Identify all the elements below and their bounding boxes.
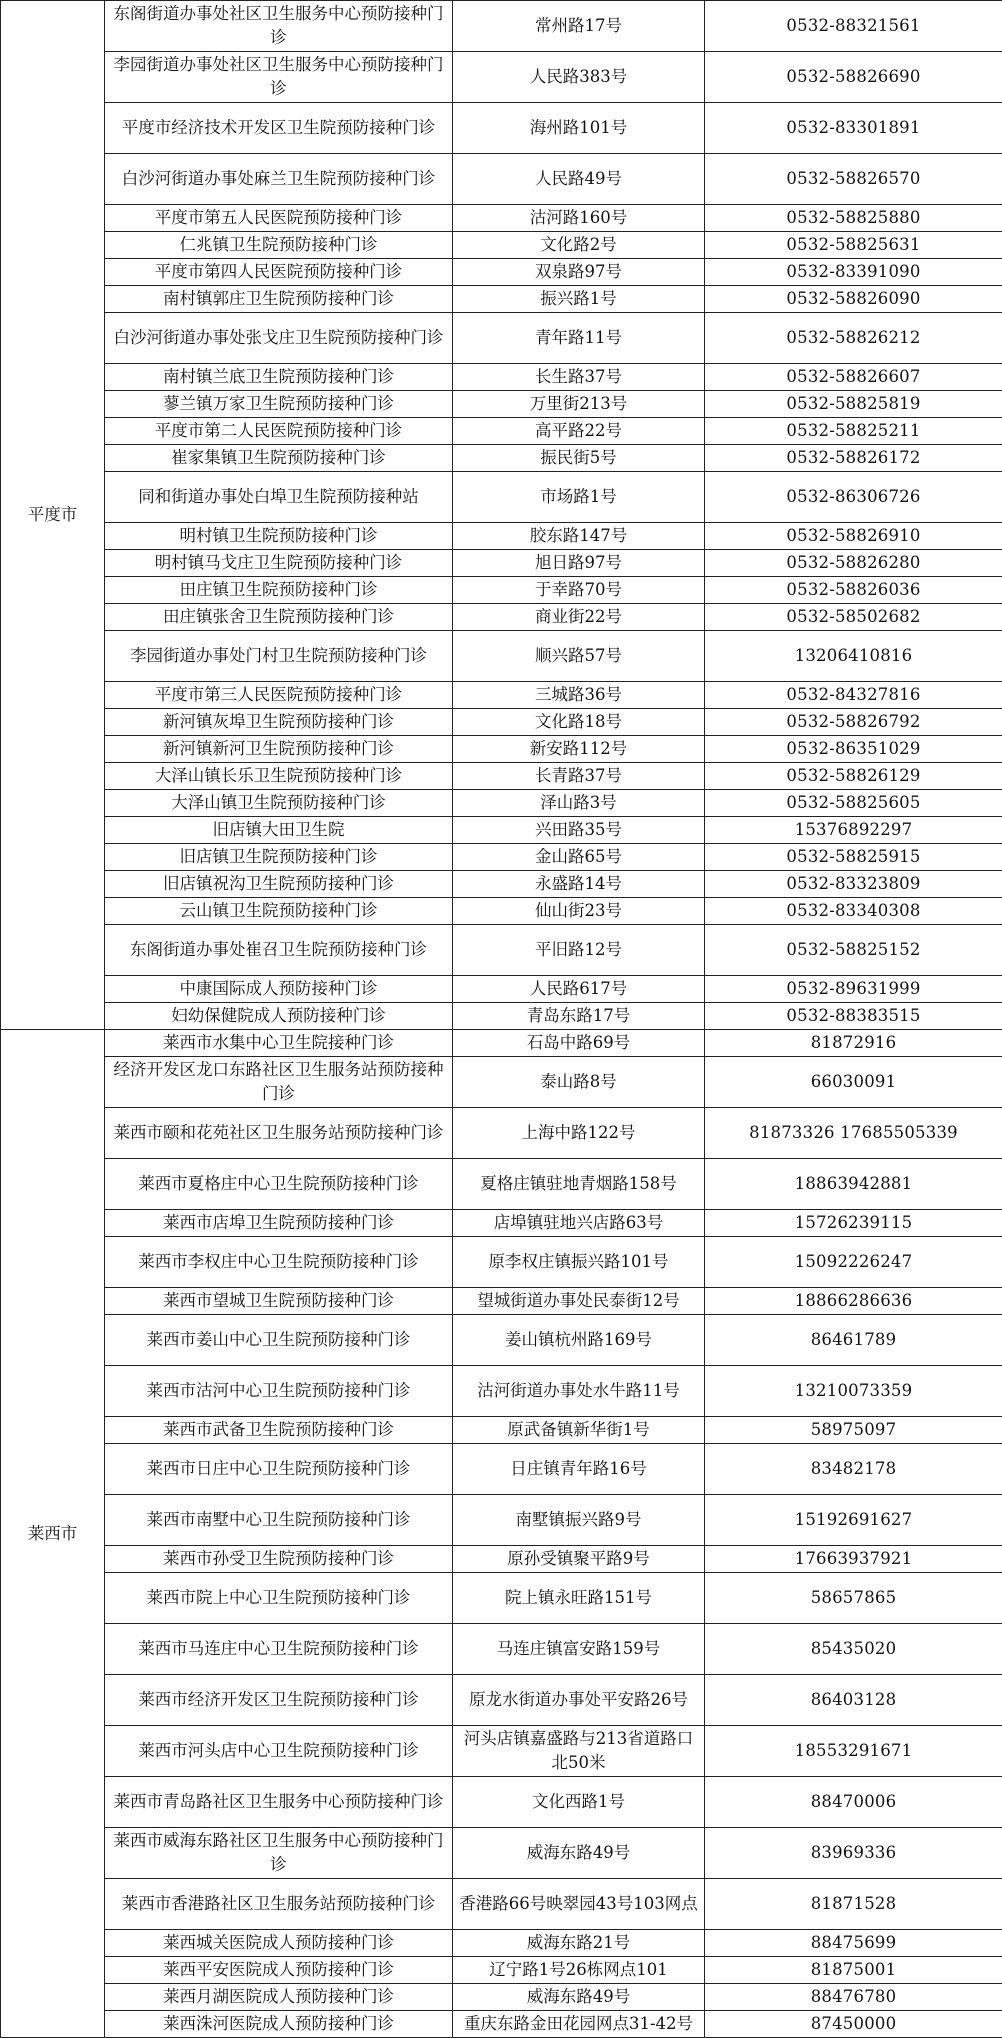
table-row xyxy=(1,232,1002,259)
clinic-name-cell: 莱西市院上中心卫生院预防接种门诊 xyxy=(105,1573,453,1624)
clinic-name-cell: 莱西市颐和花苑社区卫生服务站预防接种门诊 xyxy=(105,1108,453,1159)
phone-cell: 83969336 xyxy=(705,1828,1002,1879)
clinic-name-cell: 莱西市武备卫生院预防接种门诊 xyxy=(105,1417,453,1444)
phone-cell: 0532-89631999 xyxy=(705,976,1002,1003)
clinic-name-cell: 莱西月湖医院成人预防接种门诊 xyxy=(105,1984,453,2011)
clinic-name-cell: 平度市经济技术开发区卫生院预防接种门诊 xyxy=(105,103,453,154)
phone-cell: 66030091 xyxy=(705,1057,1002,1108)
phone-cell: 88476780 xyxy=(705,1984,1002,2011)
table-row xyxy=(1,1930,1002,1957)
address-cell: 青岛东路17号 xyxy=(453,1003,705,1030)
clinic-name-cell: 莱西洙河医院成人预防接种门诊 xyxy=(105,2011,453,2038)
table-body xyxy=(1,1,1002,2038)
clinic-name-cell: 蓼兰镇万家卫生院预防接种门诊 xyxy=(105,391,453,418)
table-row xyxy=(1,1417,1002,1444)
clinic-name-cell: 南村镇郭庄卫生院预防接种门诊 xyxy=(105,286,453,313)
address-cell: 人民路49号 xyxy=(453,154,705,205)
table-row xyxy=(1,709,1002,736)
address-cell: 双泉路97号 xyxy=(453,259,705,286)
table-row xyxy=(1,1573,1002,1624)
clinic-name-cell: 莱西市经济开发区卫生院预防接种门诊 xyxy=(105,1675,453,1726)
table-row xyxy=(1,976,1002,1003)
clinic-name-cell: 莱西市香港路社区卫生服务站预防接种门诊 xyxy=(105,1879,453,1930)
table-row xyxy=(1,103,1002,154)
clinic-name-cell: 莱西市威海东路社区卫生服务中心预防接种门诊 xyxy=(105,1828,453,1879)
clinic-name-cell: 东阁街道办事处社区卫生服务中心预防接种门诊 xyxy=(105,1,453,52)
table-row xyxy=(1,763,1002,790)
address-cell: 市场路1号 xyxy=(453,472,705,523)
address-cell: 人民路617号 xyxy=(453,976,705,1003)
address-cell: 河头店镇嘉盛路与213省道路口北50米 xyxy=(453,1726,705,1777)
clinic-name-cell: 莱西市水集中心卫生院接种门诊 xyxy=(105,1030,453,1057)
address-cell: 院上镇永旺路151号 xyxy=(453,1573,705,1624)
phone-cell: 0532-86306726 xyxy=(705,472,1002,523)
phone-cell: 18863942881 xyxy=(705,1159,1002,1210)
address-cell: 石岛中路69号 xyxy=(453,1030,705,1057)
clinic-name-cell: 明村镇马戈庄卫生院预防接种门诊 xyxy=(105,550,453,577)
phone-cell: 0532-58826036 xyxy=(705,577,1002,604)
clinic-name-cell: 莱西市孙受卫生院预防接种门诊 xyxy=(105,1546,453,1573)
table-row xyxy=(1,604,1002,631)
table-row xyxy=(1,1444,1002,1495)
clinic-name-cell: 莱西市姜山中心卫生院预防接种门诊 xyxy=(105,1315,453,1366)
phone-cell: 86461789 xyxy=(705,1315,1002,1366)
clinic-name-cell: 大泽山镇长乐卫生院预防接种门诊 xyxy=(105,763,453,790)
table-row xyxy=(1,736,1002,763)
phone-cell: 0532-58825915 xyxy=(705,844,1002,871)
address-cell: 原武备镇新华街1号 xyxy=(453,1417,705,1444)
clinic-name-cell: 田庄镇张舍卫生院预防接种门诊 xyxy=(105,604,453,631)
phone-cell: 0532-84327816 xyxy=(705,682,1002,709)
clinic-name-cell: 莱西城关医院成人预防接种门诊 xyxy=(105,1930,453,1957)
table-row xyxy=(1,817,1002,844)
phone-cell: 18866286636 xyxy=(705,1288,1002,1315)
address-cell: 长青路37号 xyxy=(453,763,705,790)
phone-cell: 0532-58826570 xyxy=(705,154,1002,205)
phone-cell: 0532-58825211 xyxy=(705,418,1002,445)
phone-cell: 0532-58826607 xyxy=(705,364,1002,391)
table-row xyxy=(1,154,1002,205)
phone-cell: 86403128 xyxy=(705,1675,1002,1726)
clinic-name-cell: 平度市第三人民医院预防接种门诊 xyxy=(105,682,453,709)
table-row xyxy=(1,1030,1002,1057)
phone-cell: 0532-58826129 xyxy=(705,763,1002,790)
clinic-name-cell: 莱西市南墅中心卫生院预防接种门诊 xyxy=(105,1495,453,1546)
table-row xyxy=(1,1726,1002,1777)
phone-cell: 81875001 xyxy=(705,1957,1002,1984)
clinic-name-cell: 田庄镇卫生院预防接种门诊 xyxy=(105,577,453,604)
phone-cell: 83482178 xyxy=(705,1444,1002,1495)
table-row xyxy=(1,1777,1002,1828)
phone-cell: 15192691627 xyxy=(705,1495,1002,1546)
clinic-name-cell: 新河镇灰埠卫生院预防接种门诊 xyxy=(105,709,453,736)
phone-cell: 0532-86351029 xyxy=(705,736,1002,763)
address-cell: 泽山路3号 xyxy=(453,790,705,817)
clinic-name-cell: 崔家集镇卫生院预防接种门诊 xyxy=(105,445,453,472)
clinic-name-cell: 李园街道办事处门村卫生院预防接种门诊 xyxy=(105,631,453,682)
phone-cell: 0532-58826690 xyxy=(705,52,1002,103)
clinic-name-cell: 南村镇兰底卫生院预防接种门诊 xyxy=(105,364,453,391)
phone-cell: 85435020 xyxy=(705,1624,1002,1675)
address-cell: 南墅镇振兴路9号 xyxy=(453,1495,705,1546)
address-cell: 高平路22号 xyxy=(453,418,705,445)
city-cell: 莱西市 xyxy=(1,1030,105,2038)
table-row xyxy=(1,1108,1002,1159)
table-row xyxy=(1,364,1002,391)
clinic-name-cell: 莱西市河头店中心卫生院预防接种门诊 xyxy=(105,1726,453,1777)
address-cell: 重庆东路金田花园网点31-42号 xyxy=(453,2011,705,2038)
table-row xyxy=(1,631,1002,682)
phone-cell: 81872916 xyxy=(705,1030,1002,1057)
clinic-name-cell: 东阁街道办事处崔召卫生院预防接种门诊 xyxy=(105,925,453,976)
phone-cell: 58975097 xyxy=(705,1417,1002,1444)
address-cell: 平旧路12号 xyxy=(453,925,705,976)
table-row xyxy=(1,925,1002,976)
table-row xyxy=(1,844,1002,871)
clinic-name-cell: 莱西市日庄中心卫生院预防接种门诊 xyxy=(105,1444,453,1495)
address-cell: 长生路37号 xyxy=(453,364,705,391)
table-row xyxy=(1,898,1002,925)
table-row xyxy=(1,682,1002,709)
address-cell: 顺兴路57号 xyxy=(453,631,705,682)
clinic-name-cell: 经济开发区龙口东路社区卫生服务站预防接种门诊 xyxy=(105,1057,453,1108)
phone-cell: 0532-58826792 xyxy=(705,709,1002,736)
phone-cell: 87450000 xyxy=(705,2011,1002,2038)
clinic-name-cell: 平度市第二人民医院预防接种门诊 xyxy=(105,418,453,445)
address-cell: 望城街道办事处民泰街12号 xyxy=(453,1288,705,1315)
clinic-name-cell: 新河镇新河卫生院预防接种门诊 xyxy=(105,736,453,763)
phone-cell: 15376892297 xyxy=(705,817,1002,844)
table-row xyxy=(1,1495,1002,1546)
table-row xyxy=(1,445,1002,472)
clinic-name-cell: 平度市第五人民医院预防接种门诊 xyxy=(105,205,453,232)
table-row xyxy=(1,871,1002,898)
phone-cell: 0532-58825605 xyxy=(705,790,1002,817)
phone-cell: 0532-83301891 xyxy=(705,103,1002,154)
address-cell: 上海中路122号 xyxy=(453,1108,705,1159)
address-cell: 振民街5号 xyxy=(453,445,705,472)
table-row xyxy=(1,1,1002,52)
address-cell: 原孙受镇聚平路9号 xyxy=(453,1546,705,1573)
address-cell: 原李权庄镇振兴路101号 xyxy=(453,1237,705,1288)
clinic-name-cell: 李园街道办事处社区卫生服务中心预防接种门诊 xyxy=(105,52,453,103)
phone-cell: 0532-58826280 xyxy=(705,550,1002,577)
clinic-name-cell: 中康国际成人预防接种门诊 xyxy=(105,976,453,1003)
address-cell: 青年路11号 xyxy=(453,313,705,364)
table-row xyxy=(1,418,1002,445)
phone-cell: 88470006 xyxy=(705,1777,1002,1828)
clinic-name-cell: 白沙河街道办事处麻兰卫生院预防接种门诊 xyxy=(105,154,453,205)
address-cell: 威海东路49号 xyxy=(453,1828,705,1879)
address-cell: 香港路66号映翠园43号103网点 xyxy=(453,1879,705,1930)
clinic-name-cell: 莱西市店埠卫生院预防接种门诊 xyxy=(105,1210,453,1237)
table-row xyxy=(1,391,1002,418)
address-cell: 三城路36号 xyxy=(453,682,705,709)
table-row xyxy=(1,259,1002,286)
address-cell: 夏格庄镇驻地青烟路158号 xyxy=(453,1159,705,1210)
address-cell: 原龙水街道办事处平安路26号 xyxy=(453,1675,705,1726)
address-cell: 人民路383号 xyxy=(453,52,705,103)
table-row xyxy=(1,1366,1002,1417)
address-cell: 兴田路35号 xyxy=(453,817,705,844)
phone-cell: 0532-58825631 xyxy=(705,232,1002,259)
phone-cell: 0532-58502682 xyxy=(705,604,1002,631)
phone-cell: 0532-58826910 xyxy=(705,523,1002,550)
clinic-name-cell: 莱西平安医院成人预防接种门诊 xyxy=(105,1957,453,1984)
address-cell: 威海东路49号 xyxy=(453,1984,705,2011)
table-row xyxy=(1,790,1002,817)
phone-cell: 0532-58826212 xyxy=(705,313,1002,364)
table-row xyxy=(1,1159,1002,1210)
table-row xyxy=(1,1675,1002,1726)
clinic-name-cell: 莱西市李权庄中心卫生院预防接种门诊 xyxy=(105,1237,453,1288)
table-row xyxy=(1,286,1002,313)
address-cell: 泰山路8号 xyxy=(453,1057,705,1108)
table-row xyxy=(1,1210,1002,1237)
phone-cell: 81873326 17685505339 xyxy=(705,1108,1002,1159)
city-cell: 平度市 xyxy=(1,1,105,1030)
address-cell: 文化路18号 xyxy=(453,709,705,736)
clinic-name-cell: 莱西市沽河中心卫生院预防接种门诊 xyxy=(105,1366,453,1417)
table-row xyxy=(1,1828,1002,1879)
clinic-name-cell: 旧店镇卫生院预防接种门诊 xyxy=(105,844,453,871)
address-cell: 新安路112号 xyxy=(453,736,705,763)
phone-cell: 0532-83340308 xyxy=(705,898,1002,925)
clinic-name-cell: 仁兆镇卫生院预防接种门诊 xyxy=(105,232,453,259)
clinic-name-cell: 云山镇卫生院预防接种门诊 xyxy=(105,898,453,925)
clinic-name-cell: 旧店镇大田卫生院 xyxy=(105,817,453,844)
address-cell: 仙山街23号 xyxy=(453,898,705,925)
phone-cell: 0532-88383515 xyxy=(705,1003,1002,1030)
phone-cell: 17663937921 xyxy=(705,1546,1002,1573)
address-cell: 旭日路97号 xyxy=(453,550,705,577)
table-row xyxy=(1,523,1002,550)
table-row xyxy=(1,472,1002,523)
table-row xyxy=(1,1879,1002,1930)
address-cell: 日庄镇青年路16号 xyxy=(453,1444,705,1495)
phone-cell: 15726239115 xyxy=(705,1210,1002,1237)
address-cell: 威海东路21号 xyxy=(453,1930,705,1957)
phone-cell: 0532-58825152 xyxy=(705,925,1002,976)
phone-cell: 15092226247 xyxy=(705,1237,1002,1288)
phone-cell: 88475699 xyxy=(705,1930,1002,1957)
address-cell: 于幸路70号 xyxy=(453,577,705,604)
phone-cell: 0532-58826172 xyxy=(705,445,1002,472)
table-row xyxy=(1,550,1002,577)
table-row xyxy=(1,1957,1002,1984)
phone-cell: 0532-58825880 xyxy=(705,205,1002,232)
clinic-name-cell: 白沙河街道办事处张戈庄卫生院预防接种门诊 xyxy=(105,313,453,364)
table-row xyxy=(1,1237,1002,1288)
clinic-name-cell: 旧店镇祝沟卫生院预防接种门诊 xyxy=(105,871,453,898)
clinic-name-cell: 妇幼保健院成人预防接种门诊 xyxy=(105,1003,453,1030)
table-row xyxy=(1,1288,1002,1315)
table-row xyxy=(1,205,1002,232)
address-cell: 辽宁路1号26栋网点101 xyxy=(453,1957,705,1984)
address-cell: 姜山镇杭州路169号 xyxy=(453,1315,705,1366)
table-row xyxy=(1,577,1002,604)
address-cell: 文化路2号 xyxy=(453,232,705,259)
clinic-name-cell: 莱西市夏格庄中心卫生院预防接种门诊 xyxy=(105,1159,453,1210)
clinic-name-cell: 同和街道办事处白埠卫生院预防接种站 xyxy=(105,472,453,523)
address-cell: 海州路101号 xyxy=(453,103,705,154)
table-row xyxy=(1,1003,1002,1030)
clinic-name-cell: 大泽山镇卫生院预防接种门诊 xyxy=(105,790,453,817)
table-row xyxy=(1,1546,1002,1573)
address-cell: 万里街213号 xyxy=(453,391,705,418)
table-row xyxy=(1,1984,1002,2011)
phone-cell: 13210073359 xyxy=(705,1366,1002,1417)
phone-cell: 18553291671 xyxy=(705,1726,1002,1777)
address-cell: 金山路65号 xyxy=(453,844,705,871)
table-row xyxy=(1,52,1002,103)
phone-cell: 58657865 xyxy=(705,1573,1002,1624)
address-cell: 马连庄镇富安路159号 xyxy=(453,1624,705,1675)
clinic-name-cell: 莱西市青岛路社区卫生服务中心预防接种门诊 xyxy=(105,1777,453,1828)
phone-cell: 81871528 xyxy=(705,1879,1002,1930)
phone-cell: 13206410816 xyxy=(705,631,1002,682)
address-cell: 商业街22号 xyxy=(453,604,705,631)
address-cell: 常州路17号 xyxy=(453,1,705,52)
table-row xyxy=(1,2011,1002,2038)
address-cell: 沽河路160号 xyxy=(453,205,705,232)
clinic-name-cell: 明村镇卫生院预防接种门诊 xyxy=(105,523,453,550)
address-cell: 振兴路1号 xyxy=(453,286,705,313)
table-row xyxy=(1,1315,1002,1366)
table-row xyxy=(1,1057,1002,1108)
address-cell: 文化西路1号 xyxy=(453,1777,705,1828)
phone-cell: 0532-58825819 xyxy=(705,391,1002,418)
clinic-name-cell: 平度市第四人民医院预防接种门诊 xyxy=(105,259,453,286)
phone-cell: 0532-88321561 xyxy=(705,1,1002,52)
phone-cell: 0532-83391090 xyxy=(705,259,1002,286)
address-cell: 沽河街道办事处水牛路11号 xyxy=(453,1366,705,1417)
address-cell: 店埠镇驻地兴店路63号 xyxy=(453,1210,705,1237)
table-row xyxy=(1,1624,1002,1675)
clinic-name-cell: 莱西市望城卫生院预防接种门诊 xyxy=(105,1288,453,1315)
phone-cell: 0532-83323809 xyxy=(705,871,1002,898)
table-row xyxy=(1,313,1002,364)
clinic-name-cell: 莱西市马连庄中心卫生院预防接种门诊 xyxy=(105,1624,453,1675)
phone-cell: 0532-58826090 xyxy=(705,286,1002,313)
address-cell: 胶东路147号 xyxy=(453,523,705,550)
address-cell: 永盛路14号 xyxy=(453,871,705,898)
